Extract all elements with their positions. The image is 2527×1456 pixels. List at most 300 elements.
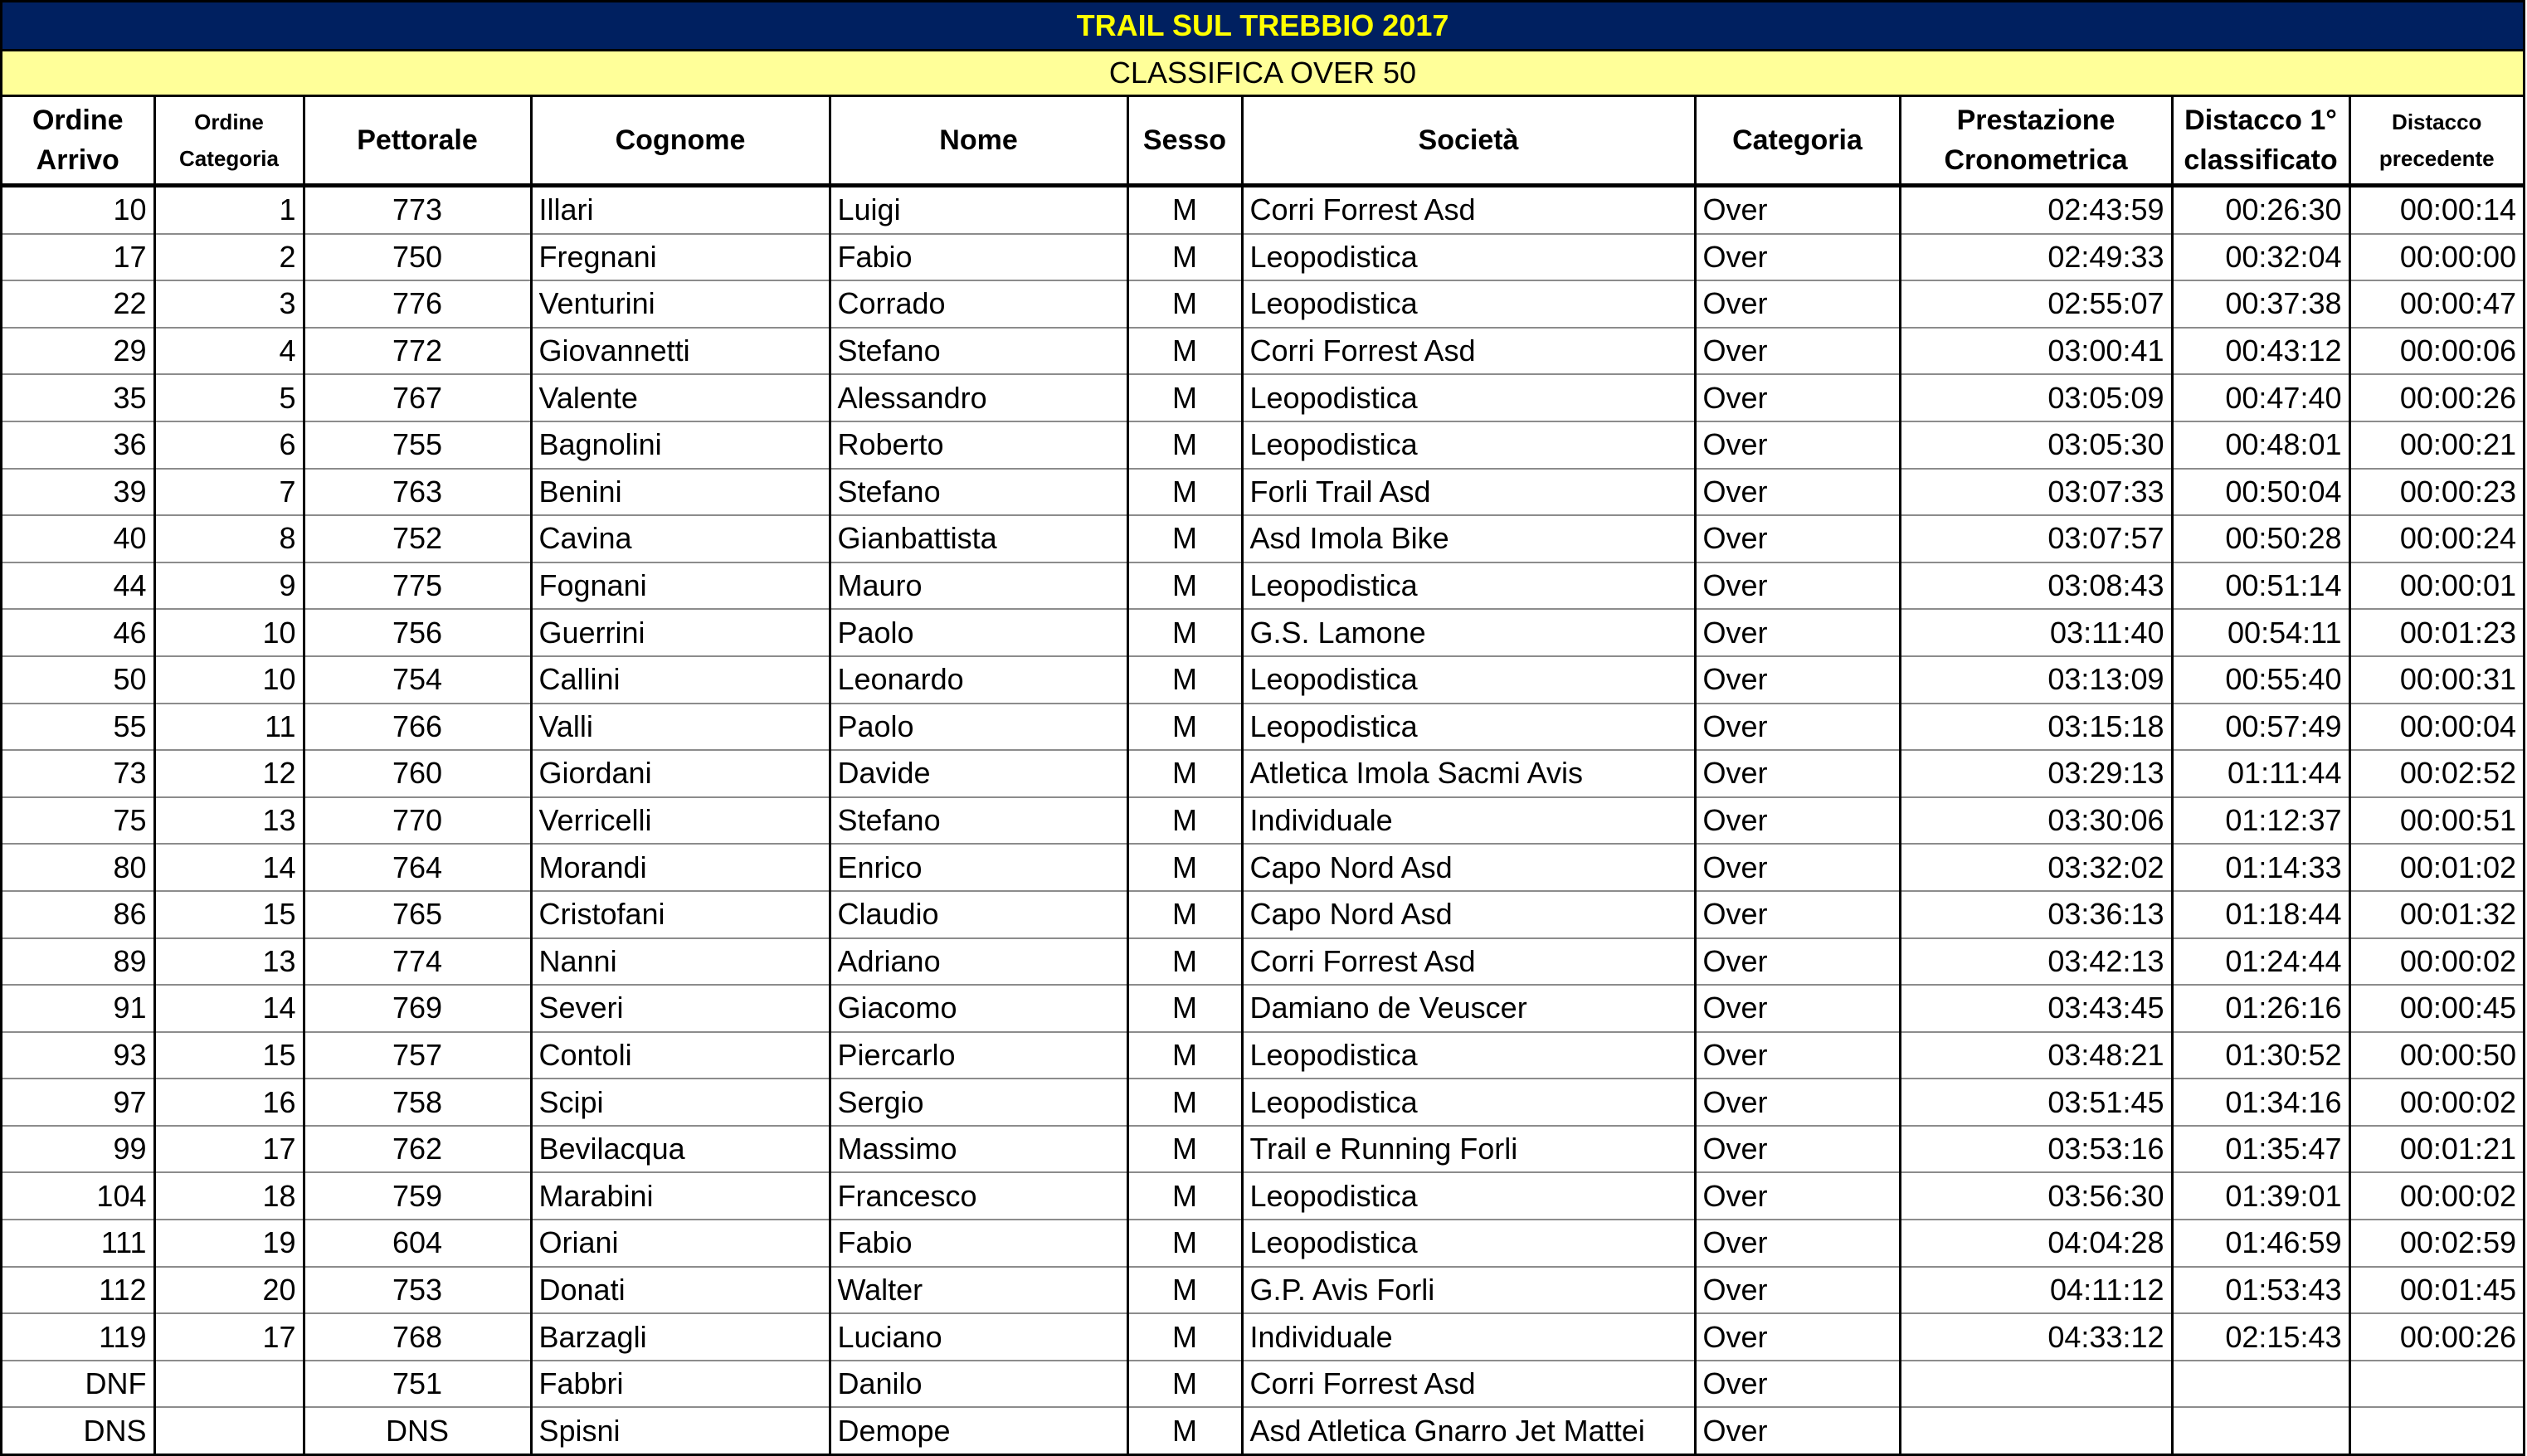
cell-ordine-arrivo[interactable]: 39 xyxy=(2,469,154,516)
cell-ordine-arrivo[interactable]: 17 xyxy=(2,234,154,281)
cell-distacco-primo[interactable]: 01:12:37 xyxy=(2172,797,2349,845)
table-row xyxy=(2,844,2523,891)
cell-distacco-precedente[interactable]: 00:00:24 xyxy=(2349,515,2523,562)
cell-societa[interactable]: Individuale xyxy=(1242,1313,1695,1361)
cell-ordine-categoria[interactable]: 4 xyxy=(154,328,304,375)
cell-categoria[interactable]: Over xyxy=(1695,797,1900,845)
cell-distacco-primo[interactable] xyxy=(2172,1407,2349,1454)
cell-ordine-categoria[interactable]: 8 xyxy=(154,515,304,562)
cell-sesso[interactable]: M xyxy=(1127,280,1242,328)
cell-distacco-primo[interactable]: 01:14:33 xyxy=(2172,844,2349,891)
cell-sesso[interactable]: M xyxy=(1127,656,1242,704)
cell-sesso[interactable]: M xyxy=(1127,234,1242,281)
cell-societa[interactable]: G.P. Avis Forli xyxy=(1242,1267,1695,1314)
cell-pettorale[interactable]: 757 xyxy=(304,1032,531,1079)
cell-pettorale[interactable]: 758 xyxy=(304,1079,531,1126)
cell-ordine-categoria[interactable]: 15 xyxy=(154,1032,304,1079)
cell-pettorale[interactable]: 765 xyxy=(304,891,531,938)
cell-cognome[interactable]: Donati xyxy=(531,1267,830,1314)
cell-ordine-categoria[interactable]: 10 xyxy=(154,656,304,704)
cell-ordine-arrivo[interactable]: 73 xyxy=(2,750,154,797)
cell-categoria[interactable]: Over xyxy=(1695,891,1900,938)
cell-prestazione[interactable]: 03:07:33 xyxy=(1900,469,2172,516)
cell-pettorale[interactable]: 763 xyxy=(304,469,531,516)
cell-distacco-precedente[interactable]: 00:00:01 xyxy=(2349,562,2523,610)
cell-ordine-categoria[interactable]: 17 xyxy=(154,1126,304,1173)
cell-cognome[interactable]: Marabini xyxy=(531,1172,830,1220)
cell-pettorale[interactable]: 769 xyxy=(304,985,531,1032)
cell-distacco-primo[interactable]: 00:55:40 xyxy=(2172,656,2349,704)
cell-nome[interactable]: Gianbattista xyxy=(830,515,1127,562)
cell-cognome[interactable]: Giordani xyxy=(531,750,830,797)
cell-societa[interactable]: Leopodistica xyxy=(1242,1079,1695,1126)
cell-nome[interactable]: Enrico xyxy=(830,844,1127,891)
cell-societa[interactable]: Leopodistica xyxy=(1242,374,1695,421)
cell-cognome[interactable]: Fregnani xyxy=(531,234,830,281)
cell-ordine-arrivo[interactable]: 89 xyxy=(2,938,154,986)
cell-prestazione[interactable]: 03:56:30 xyxy=(1900,1172,2172,1220)
cell-distacco-primo[interactable]: 01:34:16 xyxy=(2172,1079,2349,1126)
cell-categoria[interactable]: Over xyxy=(1695,1126,1900,1173)
cell-sesso[interactable]: M xyxy=(1127,328,1242,375)
cell-cognome[interactable]: Benini xyxy=(531,469,830,516)
cell-cognome[interactable]: Fognani xyxy=(531,562,830,610)
cell-prestazione[interactable]: 03:05:30 xyxy=(1900,421,2172,469)
cell-pettorale[interactable]: 604 xyxy=(304,1220,531,1267)
cell-prestazione[interactable] xyxy=(1900,1361,2172,1408)
cell-distacco-precedente[interactable]: 00:00:51 xyxy=(2349,797,2523,845)
cell-categoria[interactable]: Over xyxy=(1695,515,1900,562)
cell-distacco-primo[interactable]: 02:15:43 xyxy=(2172,1313,2349,1361)
cell-prestazione[interactable]: 03:05:09 xyxy=(1900,374,2172,421)
cell-ordine-arrivo[interactable]: 40 xyxy=(2,515,154,562)
cell-nome[interactable]: Luciano xyxy=(830,1313,1127,1361)
cell-prestazione[interactable]: 04:11:12 xyxy=(1900,1267,2172,1314)
cell-distacco-primo[interactable]: 00:57:49 xyxy=(2172,704,2349,751)
cell-categoria[interactable]: Over xyxy=(1695,844,1900,891)
cell-societa[interactable]: Corri Forrest Asd xyxy=(1242,938,1695,986)
cell-sesso[interactable]: M xyxy=(1127,1172,1242,1220)
cell-sesso[interactable]: M xyxy=(1127,1126,1242,1173)
cell-sesso[interactable]: M xyxy=(1127,609,1242,656)
cell-cognome[interactable]: Fabbri xyxy=(531,1361,830,1408)
cell-ordine-arrivo[interactable]: 93 xyxy=(2,1032,154,1079)
cell-distacco-precedente[interactable]: 00:02:59 xyxy=(2349,1220,2523,1267)
cell-ordine-arrivo[interactable]: 104 xyxy=(2,1172,154,1220)
cell-sesso[interactable]: M xyxy=(1127,1407,1242,1454)
cell-sesso[interactable]: M xyxy=(1127,1220,1242,1267)
cell-ordine-arrivo[interactable]: 55 xyxy=(2,704,154,751)
cell-prestazione[interactable]: 03:15:18 xyxy=(1900,704,2172,751)
cell-categoria[interactable]: Over xyxy=(1695,562,1900,610)
cell-sesso[interactable]: M xyxy=(1127,1079,1242,1126)
table-row xyxy=(2,609,2523,656)
cell-ordine-categoria[interactable]: 7 xyxy=(154,469,304,516)
cell-distacco-primo[interactable]: 01:35:47 xyxy=(2172,1126,2349,1173)
cell-distacco-precedente[interactable]: 00:00:00 xyxy=(2349,234,2523,281)
cell-nome[interactable]: Paolo xyxy=(830,704,1127,751)
cell-distacco-precedente[interactable]: 00:00:02 xyxy=(2349,938,2523,986)
cell-societa[interactable]: Damiano de Veuscer xyxy=(1242,985,1695,1032)
cell-ordine-categoria[interactable]: 20 xyxy=(154,1267,304,1314)
cell-distacco-precedente[interactable]: 00:01:23 xyxy=(2349,609,2523,656)
cell-prestazione[interactable]: 02:49:33 xyxy=(1900,234,2172,281)
cell-ordine-categoria[interactable]: 13 xyxy=(154,938,304,986)
cell-prestazione[interactable]: 03:13:09 xyxy=(1900,656,2172,704)
cell-societa[interactable]: Leopodistica xyxy=(1242,1220,1695,1267)
cell-cognome[interactable]: Oriani xyxy=(531,1220,830,1267)
cell-cognome[interactable]: Morandi xyxy=(531,844,830,891)
cell-nome[interactable]: Demope xyxy=(830,1407,1127,1454)
cell-pettorale[interactable]: 762 xyxy=(304,1126,531,1173)
cell-prestazione[interactable]: 03:08:43 xyxy=(1900,562,2172,610)
cell-ordine-categoria[interactable] xyxy=(154,1361,304,1408)
cell-ordine-categoria[interactable]: 1 xyxy=(154,186,304,234)
cell-distacco-primo[interactable]: 00:48:01 xyxy=(2172,421,2349,469)
cell-distacco-precedente[interactable] xyxy=(2349,1407,2523,1454)
cell-sesso[interactable]: M xyxy=(1127,515,1242,562)
cell-societa[interactable]: Corri Forrest Asd xyxy=(1242,186,1695,234)
cell-ordine-arrivo[interactable]: DNF xyxy=(2,1361,154,1408)
cell-distacco-precedente[interactable]: 00:00:31 xyxy=(2349,656,2523,704)
cell-nome[interactable]: Paolo xyxy=(830,609,1127,656)
cell-distacco-precedente[interactable] xyxy=(2349,1361,2523,1408)
cell-societa[interactable]: Leopodistica xyxy=(1242,1032,1695,1079)
cell-pettorale[interactable]: 773 xyxy=(304,186,531,234)
cell-societa[interactable]: Capo Nord Asd xyxy=(1242,844,1695,891)
cell-ordine-arrivo[interactable]: 46 xyxy=(2,609,154,656)
cell-ordine-categoria[interactable]: 13 xyxy=(154,797,304,845)
cell-ordine-categoria[interactable]: 3 xyxy=(154,280,304,328)
cell-distacco-precedente[interactable]: 00:00:23 xyxy=(2349,469,2523,516)
cell-distacco-primo[interactable]: 00:51:14 xyxy=(2172,562,2349,610)
cell-nome[interactable]: Luigi xyxy=(830,186,1127,234)
cell-sesso[interactable]: M xyxy=(1127,1267,1242,1314)
cell-nome[interactable]: Sergio xyxy=(830,1079,1127,1126)
cell-cognome[interactable]: Severi xyxy=(531,985,830,1032)
cell-cognome[interactable]: Cavina xyxy=(531,515,830,562)
cell-pettorale[interactable]: 760 xyxy=(304,750,531,797)
cell-cognome[interactable]: Bagnolini xyxy=(531,421,830,469)
cell-pettorale[interactable]: DNS xyxy=(304,1407,531,1454)
cell-cognome[interactable]: Spisni xyxy=(531,1407,830,1454)
cell-societa[interactable]: Forli Trail Asd xyxy=(1242,469,1695,516)
cell-distacco-precedente[interactable]: 00:01:32 xyxy=(2349,891,2523,938)
cell-categoria[interactable]: Over xyxy=(1695,938,1900,986)
cell-pettorale[interactable]: 767 xyxy=(304,374,531,421)
cell-pettorale[interactable]: 764 xyxy=(304,844,531,891)
cell-ordine-arrivo[interactable]: DNS xyxy=(2,1407,154,1454)
cell-distacco-precedente[interactable]: 00:02:52 xyxy=(2349,750,2523,797)
cell-pettorale[interactable]: 759 xyxy=(304,1172,531,1220)
cell-ordine-arrivo[interactable]: 10 xyxy=(2,186,154,234)
cell-categoria[interactable]: Over xyxy=(1695,469,1900,516)
cell-distacco-precedente[interactable]: 00:00:14 xyxy=(2349,186,2523,234)
cell-pettorale[interactable]: 755 xyxy=(304,421,531,469)
cell-ordine-categoria[interactable]: 6 xyxy=(154,421,304,469)
cell-ordine-categoria[interactable]: 12 xyxy=(154,750,304,797)
cell-nome[interactable]: Fabio xyxy=(830,1220,1127,1267)
cell-distacco-precedente[interactable]: 00:00:04 xyxy=(2349,704,2523,751)
cell-distacco-primo[interactable]: 01:11:44 xyxy=(2172,750,2349,797)
cell-ordine-categoria[interactable]: 15 xyxy=(154,891,304,938)
cell-ordine-arrivo[interactable]: 44 xyxy=(2,562,154,610)
cell-prestazione[interactable]: 03:51:45 xyxy=(1900,1079,2172,1126)
cell-cognome[interactable]: Venturini xyxy=(531,280,830,328)
cell-prestazione[interactable]: 03:07:57 xyxy=(1900,515,2172,562)
cell-prestazione[interactable]: 03:30:06 xyxy=(1900,797,2172,845)
cell-ordine-arrivo[interactable]: 80 xyxy=(2,844,154,891)
cell-distacco-primo[interactable]: 01:24:44 xyxy=(2172,938,2349,986)
cell-cognome[interactable]: Bevilacqua xyxy=(531,1126,830,1173)
cell-ordine-arrivo[interactable]: 50 xyxy=(2,656,154,704)
cell-pettorale[interactable]: 770 xyxy=(304,797,531,845)
cell-ordine-arrivo[interactable]: 22 xyxy=(2,280,154,328)
cell-categoria[interactable]: Over xyxy=(1695,374,1900,421)
cell-ordine-categoria[interactable]: 9 xyxy=(154,562,304,610)
cell-prestazione[interactable]: 03:48:21 xyxy=(1900,1032,2172,1079)
cell-distacco-primo[interactable]: 01:53:43 xyxy=(2172,1267,2349,1314)
cell-cognome[interactable]: Guerrini xyxy=(531,609,830,656)
cell-ordine-categoria[interactable]: 10 xyxy=(154,609,304,656)
cell-prestazione[interactable]: 03:11:40 xyxy=(1900,609,2172,656)
cell-pettorale[interactable]: 768 xyxy=(304,1313,531,1361)
cell-societa[interactable]: Trail e Running Forli xyxy=(1242,1126,1695,1173)
cell-societa[interactable]: Leopodistica xyxy=(1242,562,1695,610)
cell-cognome[interactable]: Barzagli xyxy=(531,1313,830,1361)
cell-distacco-precedente[interactable]: 00:00:21 xyxy=(2349,421,2523,469)
cell-distacco-precedente[interactable]: 00:00:02 xyxy=(2349,1079,2523,1126)
cell-cognome[interactable]: Callini xyxy=(531,656,830,704)
cell-ordine-categoria[interactable]: 5 xyxy=(154,374,304,421)
cell-cognome[interactable]: Verricelli xyxy=(531,797,830,845)
cell-prestazione[interactable]: 04:33:12 xyxy=(1900,1313,2172,1361)
cell-societa[interactable]: Asd Imola Bike xyxy=(1242,515,1695,562)
cell-ordine-arrivo[interactable]: 36 xyxy=(2,421,154,469)
cell-societa[interactable]: Leopodistica xyxy=(1242,656,1695,704)
cell-distacco-precedente[interactable]: 00:00:47 xyxy=(2349,280,2523,328)
cell-distacco-primo[interactable]: 00:50:04 xyxy=(2172,469,2349,516)
cell-prestazione[interactable]: 03:53:16 xyxy=(1900,1126,2172,1173)
cell-ordine-arrivo[interactable]: 97 xyxy=(2,1079,154,1126)
cell-sesso[interactable]: M xyxy=(1127,750,1242,797)
cell-societa[interactable]: Leopodistica xyxy=(1242,234,1695,281)
cell-nome[interactable]: Roberto xyxy=(830,421,1127,469)
cell-pettorale[interactable]: 766 xyxy=(304,704,531,751)
cell-ordine-categoria[interactable]: 14 xyxy=(154,985,304,1032)
cell-ordine-categoria[interactable]: 17 xyxy=(154,1313,304,1361)
cell-sesso[interactable]: M xyxy=(1127,891,1242,938)
cell-sesso[interactable]: M xyxy=(1127,469,1242,516)
cell-ordine-arrivo[interactable]: 29 xyxy=(2,328,154,375)
cell-cognome[interactable]: Nanni xyxy=(531,938,830,986)
cell-ordine-arrivo[interactable]: 75 xyxy=(2,797,154,845)
cell-nome[interactable]: Giacomo xyxy=(830,985,1127,1032)
cell-pettorale[interactable]: 751 xyxy=(304,1361,531,1408)
cell-pettorale[interactable]: 752 xyxy=(304,515,531,562)
cell-distacco-primo[interactable]: 00:54:11 xyxy=(2172,609,2349,656)
cell-sesso[interactable]: M xyxy=(1127,186,1242,234)
cell-sesso[interactable]: M xyxy=(1127,562,1242,610)
cell-ordine-categoria[interactable]: 19 xyxy=(154,1220,304,1267)
cell-categoria[interactable]: Over xyxy=(1695,328,1900,375)
cell-sesso[interactable]: M xyxy=(1127,704,1242,751)
cell-pettorale[interactable]: 750 xyxy=(304,234,531,281)
cell-categoria[interactable]: Over xyxy=(1695,186,1900,234)
cell-cognome[interactable]: Cristofani xyxy=(531,891,830,938)
cell-distacco-primo[interactable]: 01:18:44 xyxy=(2172,891,2349,938)
cell-ordine-arrivo[interactable]: 86 xyxy=(2,891,154,938)
cell-ordine-categoria[interactable] xyxy=(154,1407,304,1454)
cell-categoria[interactable]: Over xyxy=(1695,1079,1900,1126)
cell-societa[interactable]: Corri Forrest Asd xyxy=(1242,1361,1695,1408)
cell-categoria[interactable]: Over xyxy=(1695,1172,1900,1220)
cell-nome[interactable]: Alessandro xyxy=(830,374,1127,421)
cell-cognome[interactable]: Illari xyxy=(531,186,830,234)
cell-categoria[interactable]: Over xyxy=(1695,985,1900,1032)
cell-ordine-categoria[interactable]: 11 xyxy=(154,704,304,751)
cell-pettorale[interactable]: 756 xyxy=(304,609,531,656)
cell-distacco-primo[interactable]: 00:50:28 xyxy=(2172,515,2349,562)
cell-sesso[interactable]: M xyxy=(1127,797,1242,845)
cell-distacco-primo[interactable]: 01:46:59 xyxy=(2172,1220,2349,1267)
cell-sesso[interactable]: M xyxy=(1127,1361,1242,1408)
cell-sesso[interactable]: M xyxy=(1127,1032,1242,1079)
cell-prestazione[interactable]: 03:42:13 xyxy=(1900,938,2172,986)
cell-sesso[interactable]: M xyxy=(1127,985,1242,1032)
cell-prestazione[interactable]: 03:29:13 xyxy=(1900,750,2172,797)
cell-distacco-precedente[interactable]: 00:00:26 xyxy=(2349,374,2523,421)
cell-prestazione[interactable]: 03:43:45 xyxy=(1900,985,2172,1032)
cell-ordine-categoria[interactable]: 18 xyxy=(154,1172,304,1220)
cell-categoria[interactable]: Over xyxy=(1695,1267,1900,1314)
cell-nome[interactable]: Davide xyxy=(830,750,1127,797)
cell-distacco-precedente[interactable]: 00:01:21 xyxy=(2349,1126,2523,1173)
cell-distacco-primo[interactable]: 00:43:12 xyxy=(2172,328,2349,375)
cell-nome[interactable]: Stefano xyxy=(830,797,1127,845)
cell-cognome[interactable]: Scipi xyxy=(531,1079,830,1126)
cell-societa[interactable]: Asd Atletica Gnarro Jet Mattei xyxy=(1242,1407,1695,1454)
cell-distacco-precedente[interactable]: 00:01:45 xyxy=(2349,1267,2523,1314)
cell-pettorale[interactable]: 772 xyxy=(304,328,531,375)
cell-distacco-precedente[interactable]: 00:00:26 xyxy=(2349,1313,2523,1361)
cell-categoria[interactable]: Over xyxy=(1695,234,1900,281)
cell-pettorale[interactable]: 775 xyxy=(304,562,531,610)
cell-categoria[interactable]: Over xyxy=(1695,1313,1900,1361)
cell-distacco-primo[interactable]: 00:26:30 xyxy=(2172,186,2349,234)
cell-categoria[interactable]: Over xyxy=(1695,704,1900,751)
cell-distacco-primo[interactable]: 00:32:04 xyxy=(2172,234,2349,281)
cell-nome[interactable]: Stefano xyxy=(830,328,1127,375)
cell-nome[interactable]: Fabio xyxy=(830,234,1127,281)
cell-sesso[interactable]: M xyxy=(1127,844,1242,891)
cell-societa[interactable]: G.S. Lamone xyxy=(1242,609,1695,656)
cell-ordine-categoria[interactable]: 14 xyxy=(154,844,304,891)
cell-ordine-categoria[interactable]: 2 xyxy=(154,234,304,281)
cell-categoria[interactable]: Over xyxy=(1695,1361,1900,1408)
cell-categoria[interactable]: Over xyxy=(1695,421,1900,469)
cell-prestazione[interactable]: 04:04:28 xyxy=(1900,1220,2172,1267)
cell-societa[interactable]: Atletica Imola Sacmi Avis xyxy=(1242,750,1695,797)
cell-nome[interactable]: Leonardo xyxy=(830,656,1127,704)
cell-pettorale[interactable]: 754 xyxy=(304,656,531,704)
cell-prestazione[interactable]: 02:55:07 xyxy=(1900,280,2172,328)
cell-nome[interactable]: Corrado xyxy=(830,280,1127,328)
cell-societa[interactable]: Leopodistica xyxy=(1242,421,1695,469)
cell-nome[interactable]: Piercarlo xyxy=(830,1032,1127,1079)
cell-distacco-precedente[interactable]: 00:00:02 xyxy=(2349,1172,2523,1220)
cell-sesso[interactable]: M xyxy=(1127,1313,1242,1361)
cell-cognome[interactable]: Contoli xyxy=(531,1032,830,1079)
cell-distacco-precedente[interactable]: 00:00:06 xyxy=(2349,328,2523,375)
cell-distacco-primo[interactable]: 01:39:01 xyxy=(2172,1172,2349,1220)
cell-distacco-primo[interactable]: 00:37:38 xyxy=(2172,280,2349,328)
cell-prestazione[interactable]: 03:36:13 xyxy=(1900,891,2172,938)
cell-prestazione[interactable] xyxy=(1900,1407,2172,1454)
cell-ordine-arrivo[interactable]: 112 xyxy=(2,1267,154,1314)
cell-societa[interactable]: Individuale xyxy=(1242,797,1695,845)
table-row xyxy=(2,374,2523,421)
cell-categoria[interactable]: Over xyxy=(1695,280,1900,328)
cell-prestazione[interactable]: 03:32:02 xyxy=(1900,844,2172,891)
cell-nome[interactable]: Adriano xyxy=(830,938,1127,986)
cell-societa[interactable]: Corri Forrest Asd xyxy=(1242,328,1695,375)
cell-nome[interactable]: Mauro xyxy=(830,562,1127,610)
cell-categoria[interactable]: Over xyxy=(1695,1220,1900,1267)
cell-categoria[interactable]: Over xyxy=(1695,609,1900,656)
cell-ordine-categoria[interactable]: 16 xyxy=(154,1079,304,1126)
cell-societa[interactable]: Leopodistica xyxy=(1242,1172,1695,1220)
cell-categoria[interactable]: Over xyxy=(1695,1407,1900,1454)
cell-categoria[interactable]: Over xyxy=(1695,1032,1900,1079)
cell-ordine-arrivo[interactable]: 91 xyxy=(2,985,154,1032)
cell-sesso[interactable]: M xyxy=(1127,374,1242,421)
cell-pettorale[interactable]: 776 xyxy=(304,280,531,328)
cell-nome[interactable]: Francesco xyxy=(830,1172,1127,1220)
cell-cognome[interactable]: Valente xyxy=(531,374,830,421)
cell-prestazione[interactable]: 03:00:41 xyxy=(1900,328,2172,375)
cell-sesso[interactable]: M xyxy=(1127,938,1242,986)
cell-distacco-primo[interactable]: 01:26:16 xyxy=(2172,985,2349,1032)
cell-categoria[interactable]: Over xyxy=(1695,750,1900,797)
cell-pettorale[interactable]: 774 xyxy=(304,938,531,986)
cell-prestazione[interactable]: 02:43:59 xyxy=(1900,186,2172,234)
cell-pettorale[interactable]: 753 xyxy=(304,1267,531,1314)
cell-societa[interactable]: Leopodistica xyxy=(1242,280,1695,328)
cell-nome[interactable]: Massimo xyxy=(830,1126,1127,1173)
cell-distacco-primo[interactable]: 01:30:52 xyxy=(2172,1032,2349,1079)
cell-distacco-precedente[interactable]: 00:00:45 xyxy=(2349,985,2523,1032)
cell-ordine-arrivo[interactable]: 111 xyxy=(2,1220,154,1267)
cell-sesso[interactable]: M xyxy=(1127,421,1242,469)
cell-societa[interactable]: Capo Nord Asd xyxy=(1242,891,1695,938)
cell-cognome[interactable]: Giovannetti xyxy=(531,328,830,375)
cell-ordine-arrivo[interactable]: 35 xyxy=(2,374,154,421)
cell-societa[interactable]: Leopodistica xyxy=(1242,704,1695,751)
cell-nome[interactable]: Walter xyxy=(830,1267,1127,1314)
cell-ordine-arrivo[interactable]: 119 xyxy=(2,1313,154,1361)
cell-distacco-precedente[interactable]: 00:00:50 xyxy=(2349,1032,2523,1079)
cell-nome[interactable]: Stefano xyxy=(830,469,1127,516)
cell-distacco-primo[interactable] xyxy=(2172,1361,2349,1408)
cell-ordine-arrivo[interactable]: 99 xyxy=(2,1126,154,1173)
cell-distacco-precedente[interactable]: 00:01:02 xyxy=(2349,844,2523,891)
cell-cognome[interactable]: Valli xyxy=(531,704,830,751)
cell-nome[interactable]: Claudio xyxy=(830,891,1127,938)
cell-nome[interactable]: Danilo xyxy=(830,1361,1127,1408)
cell-distacco-primo[interactable]: 00:47:40 xyxy=(2172,374,2349,421)
cell-categoria[interactable]: Over xyxy=(1695,656,1900,704)
